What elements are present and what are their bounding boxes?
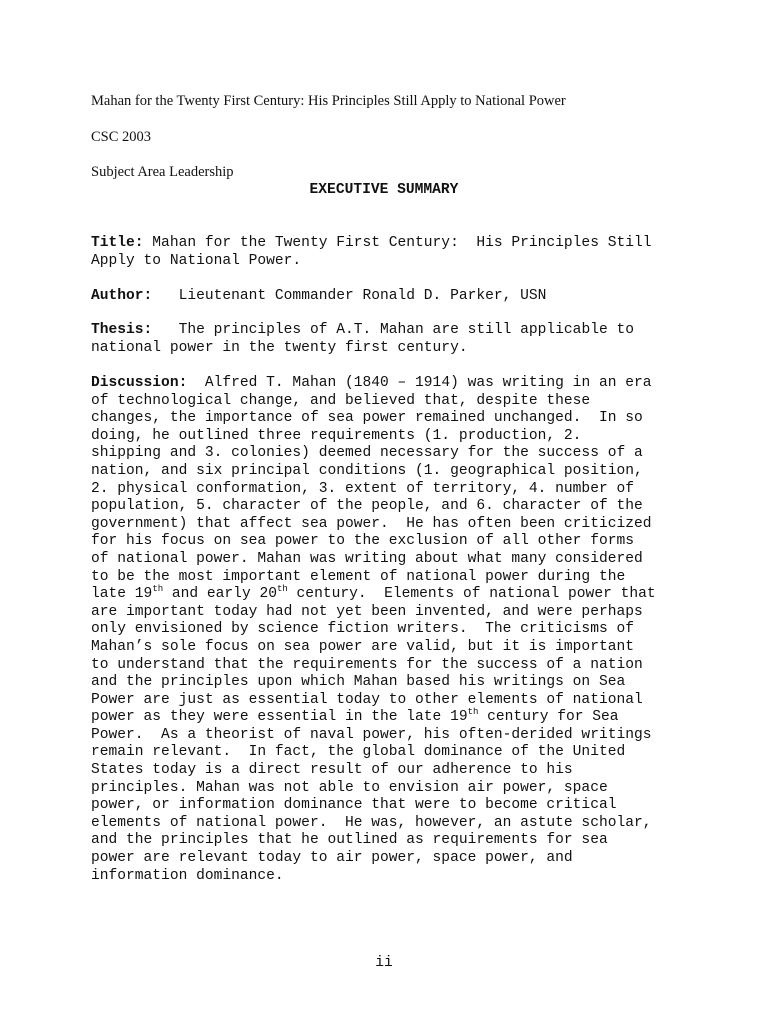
author-label: Author:	[91, 288, 153, 304]
discussion-line-15: only envisioned by science fiction writers. The criticisms of	[91, 621, 634, 638]
discussion-text: century. Elements of national power that	[287, 586, 656, 603]
discussion-line-2: of technological change, and believed that, despite these	[91, 392, 591, 409]
course-code: CSC 2003	[91, 129, 152, 145]
discussion-body	[91, 393, 691, 886]
discussion-text: century for Sea	[478, 709, 619, 726]
superscript: th	[276, 584, 288, 595]
discussion-line-12: to be the most important element of national power during the	[91, 568, 626, 585]
discussion-line-24: principles. Mahan was not able to envision air power, space	[91, 779, 608, 796]
title-line-2: Apply to National Power.	[91, 252, 302, 269]
discussion-line-28: power are relevant today to air power, space power, and	[91, 850, 573, 867]
discussion-line-1	[91, 375, 691, 393]
discussion-line-16: Mahan’s sole focus on sea power are valid, but it is important	[91, 638, 634, 655]
discussion-line-23: States today is a direct result of our adherence to his	[91, 762, 573, 779]
discussion-line-11: of national power. Mahan was writing about what many considered	[91, 550, 643, 567]
author-field	[91, 288, 691, 306]
discussion-line-26: elements of national power. He was, however, an astute scholar,	[91, 814, 652, 831]
title-value: Mahan for the Twenty First Century: His Principles Still	[143, 235, 652, 251]
thesis-value: The principles of A.T. Mahan are still applicable to	[152, 322, 634, 338]
superscript: th	[467, 707, 479, 718]
author-value: Lieutenant Commander Ronald D. Parker, USN	[152, 288, 547, 304]
discussion-line-18: and the principles upon which Mahan based his writings on Sea	[91, 674, 626, 691]
discussion-line-9: government) that affect sea power. He has often been criticized	[91, 515, 652, 532]
discussion-line-22: remain relevant. In fact, the global dominance of the United	[91, 744, 626, 761]
discussion-text: late 19	[91, 586, 153, 603]
discussion-line-7: 2. physical conformation, 3. extent of territory, 4. number of	[91, 480, 634, 497]
discussion-line-6: nation, and six principal conditions (1. geographical position,	[91, 462, 643, 479]
thesis-label: Thesis:	[91, 322, 153, 338]
thesis-field	[91, 322, 691, 357]
discussion-line-4: doing, he outlined three requirements (1. production, 2.	[91, 427, 582, 444]
title-label: Title:	[91, 235, 144, 251]
discussion-line-19: Power are just as essential today to other elements of national	[91, 691, 643, 708]
discussion-line-13	[91, 586, 691, 604]
thesis-line-2: national power in the twenty first century.	[91, 339, 468, 356]
discussion-field	[91, 375, 691, 885]
discussion-line-20	[91, 709, 691, 727]
discussion-line-17: to understand that the requirements for the success of a nation	[91, 656, 643, 673]
page-number: ii	[375, 955, 393, 971]
discussion-line-21: Power. As a theorist of naval power, his often-derided writings	[91, 726, 652, 743]
subject-area: Subject Area Leadership	[91, 164, 234, 180]
discussion-line-27: and the principles that he outlined as requirements for sea	[91, 832, 608, 849]
discussion-label: Discussion:	[91, 375, 188, 391]
discussion-line-3: changes, the importance of sea power remained unchanged. In so	[91, 410, 643, 427]
discussion-text: power as they were essential in the late 19	[91, 709, 468, 726]
executive-summary-heading: EXECUTIVE SUMMARY	[309, 182, 459, 198]
title-field	[91, 235, 691, 270]
document-title: Mahan for the Twenty First Century: His Principles Still Apply to National Power	[91, 93, 566, 109]
title-line-1	[91, 235, 691, 253]
discussion-line-10: for his focus on sea power to the exclusion of all other forms	[91, 533, 634, 550]
thesis-line-1	[91, 322, 691, 340]
discussion-line-25: power, or information dominance that were to become critical	[91, 797, 617, 814]
superscript: th	[152, 584, 164, 595]
discussion-line-14: are important today had not yet been invented, and were perhaps	[91, 603, 643, 620]
author-line	[91, 288, 691, 306]
discussion-text: and early 20	[163, 586, 277, 603]
discussion-text: Alfred T. Mahan (1840 – 1914) was writing in an era	[187, 375, 652, 391]
discussion-line-8: population, 5. character of the people, and 6. character of the	[91, 498, 643, 515]
discussion-line-29: information dominance.	[91, 867, 284, 884]
discussion-line-5: shipping and 3. colonies) deemed necessary for the success of a	[91, 445, 643, 462]
